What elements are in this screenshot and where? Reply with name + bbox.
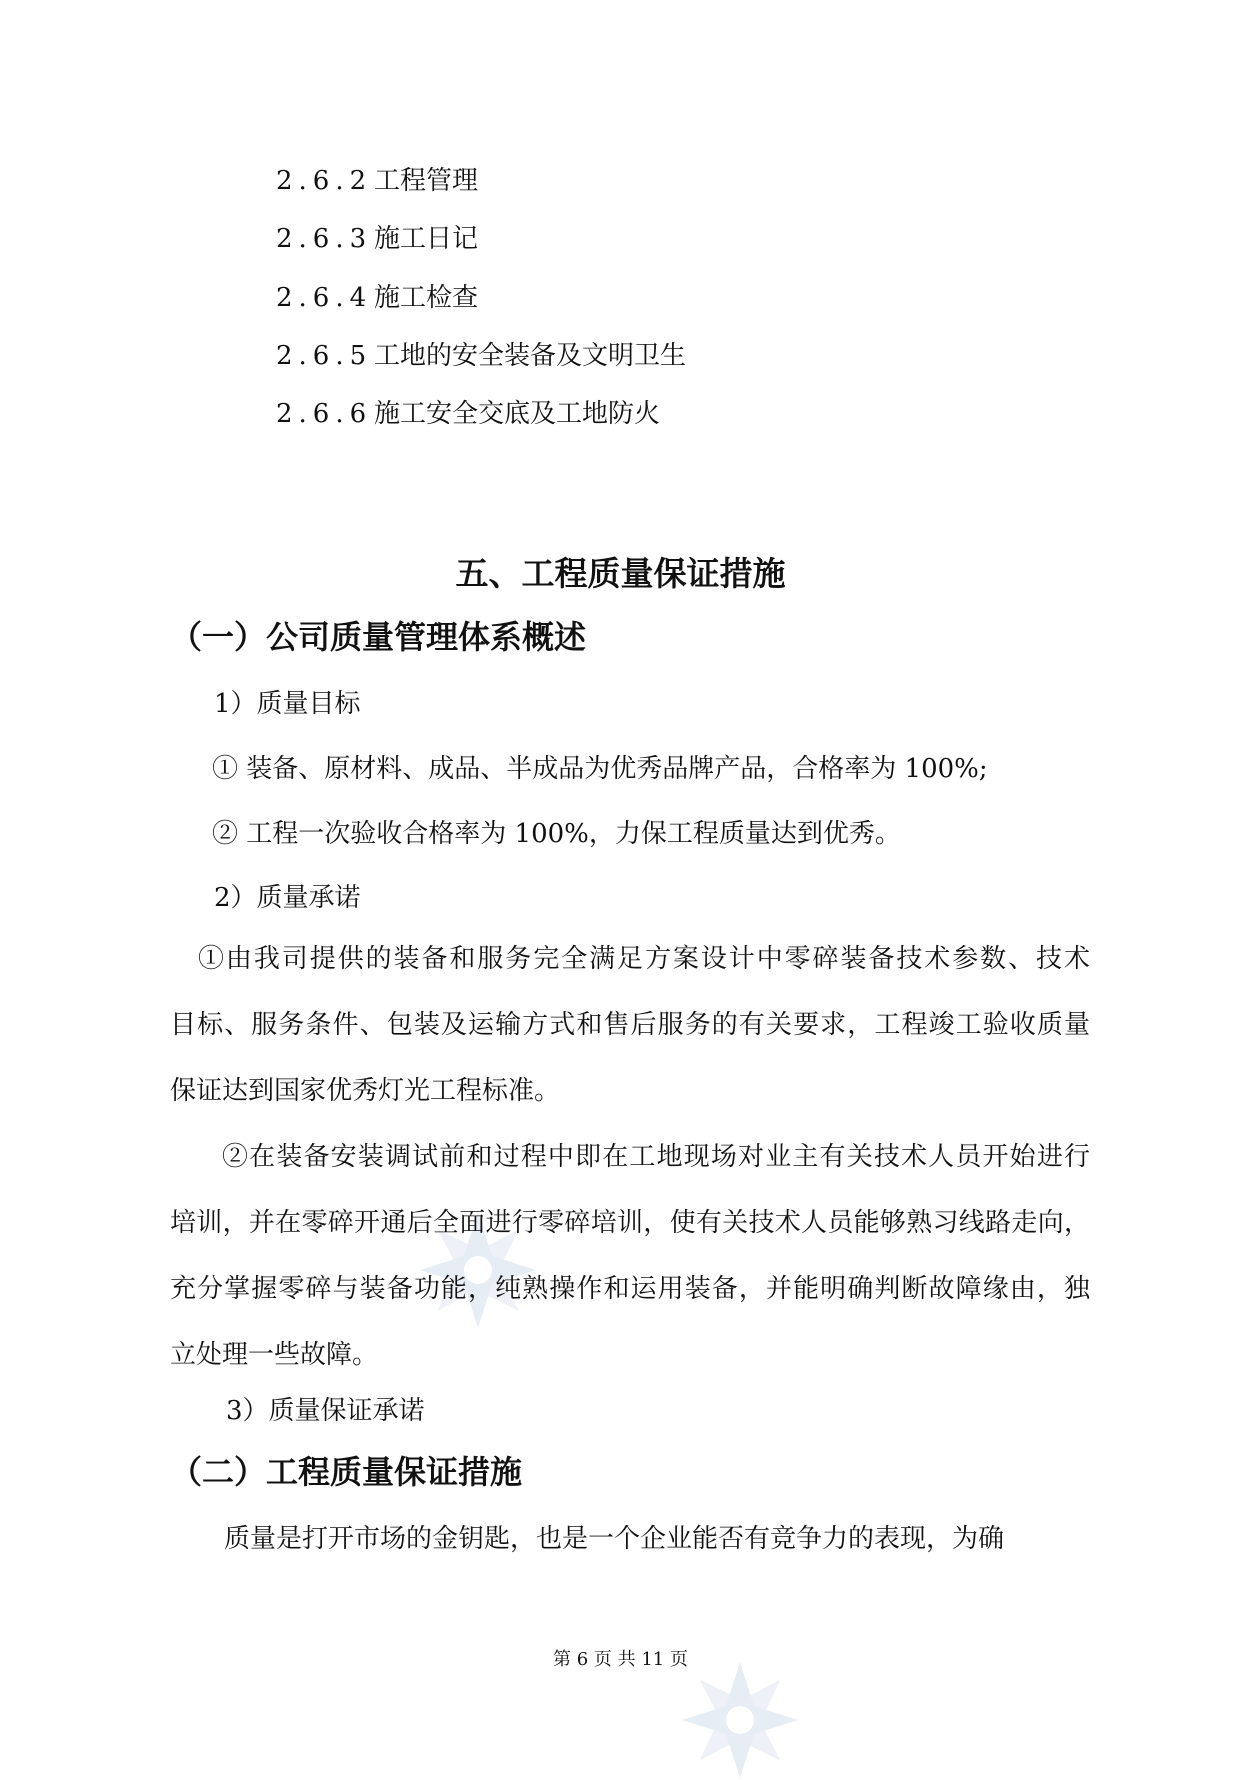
toc-entry [276,277,478,314]
list-item: ② 工程一次验收合格率为 100%，力保工程质量达到优秀。 [212,819,901,849]
subheading-quality-goal: 1）质量目标 [214,689,361,719]
toc-title: 工程管理 [374,166,479,196]
paragraph-line: ①由我司提供的装备和服务完全满足方案设计中零碎装备技术参数、技术 [198,944,1090,974]
toc-number: 2.6.3 [276,224,373,254]
paragraph-line: 保证达到国家优秀灯光工程标准。 [170,1076,561,1106]
paragraph-line: 培训，并在零碎开通后全面进行零碎培训，使有关技术人员能够熟习线路走向， [170,1208,1090,1238]
toc-number: 2.6.5 [276,341,373,371]
toc-number: 2.6.6 [276,399,373,429]
watermark-flower-icon [680,1660,800,1780]
toc-number: 2.6.2 [276,166,373,196]
toc-title: 工地的安全装备及文明卫生 [374,341,687,371]
toc-title: 施工检查 [374,283,479,313]
chapter-title: 五、工程质量保证措施 [455,554,786,593]
paragraph-line: ②在装备安装调试前和过程中即在工地现场对业主有关技术人员开始进行 [222,1142,1090,1172]
toc-entry [276,160,478,197]
paragraph-promise-1 [170,926,1090,1124]
paragraph-line: 充分掌握零碎与装备功能，纯熟操作和运用装备，并能明确判断故障缘由，独 [170,1274,1090,1304]
page-footer: 第 6 页 共 11 页 [553,1649,688,1670]
section-title: （二）工程质量保证措施 [170,1453,523,1491]
toc-title: 施工安全交底及工地防火 [374,399,661,429]
paragraph: 质量是打开市场的金钥匙，也是一个企业能否有竞争力的表现，为确 [224,1524,1005,1554]
toc-entry [276,218,478,255]
list-item: ① 装备、原材料、成品、半成品为优秀品牌产品，合格率为 100%; [212,754,988,784]
toc-number: 2.6.4 [276,283,373,313]
subheading-quality-promise: 2）质量承诺 [214,883,361,913]
paragraph-line: 目标、服务条件、包装及运输方式和售后服务的有关要求，工程竣工验收质量 [170,1010,1090,1040]
toc-entry [276,335,686,372]
paragraph-promise-2 [170,1124,1090,1388]
toc-title: 施工日记 [374,224,479,254]
toc-entry [276,393,660,430]
subheading-quality-guarantee: 3）质量保证承诺 [226,1396,425,1426]
section-title: （一）公司质量管理体系概述 [170,618,587,656]
paragraph-line: 立处理一些故障。 [170,1340,379,1370]
